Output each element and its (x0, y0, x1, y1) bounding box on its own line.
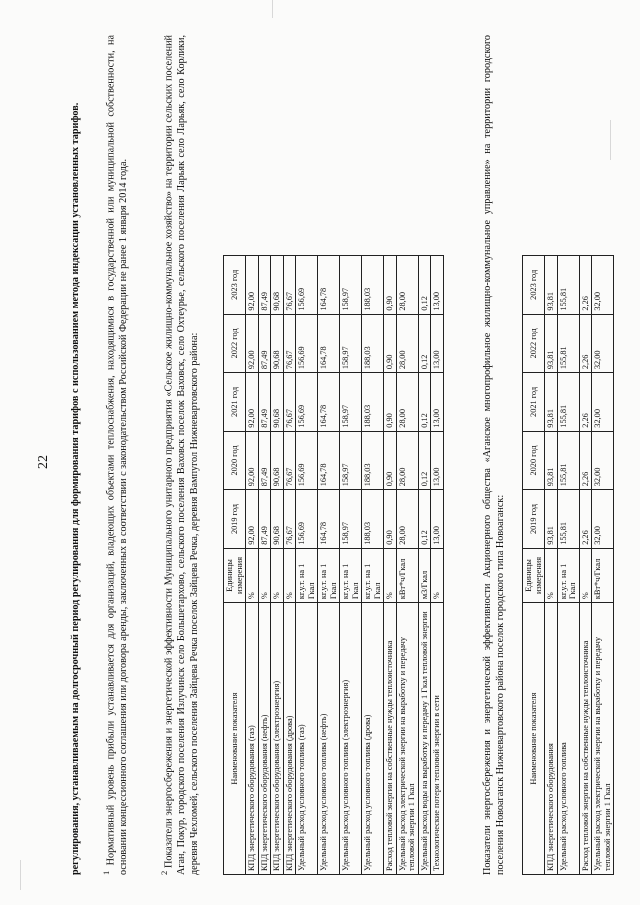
unit-cell: % (283, 548, 296, 602)
value-cell: 32,00 (592, 490, 614, 549)
value-cell: 92,00 (246, 373, 259, 432)
value-cell: 76,67 (283, 373, 296, 432)
value-cell: 92,00 (246, 490, 259, 549)
value-cell: 158,97 (340, 314, 362, 373)
unit-cell: кВт*ч/Гкал (396, 548, 418, 602)
value-cell: 32,00 (592, 373, 614, 432)
value-cell: 188,03 (362, 314, 384, 373)
col-header: 2019 год (523, 490, 545, 549)
table-row (545, 256, 558, 875)
table-row (340, 256, 362, 875)
value-cell: 164,78 (318, 490, 340, 549)
indicator-name-cell: Удельный расход условного топлива (электроэнергия) (340, 603, 362, 875)
value-cell: 32,00 (592, 314, 614, 373)
value-cell: 188,03 (362, 256, 384, 315)
value-cell: 2,26 (579, 431, 592, 490)
value-cell: 188,03 (362, 431, 384, 490)
value-cell: 156,69 (296, 314, 318, 373)
col-header: Единицы измерения (224, 548, 246, 602)
value-cell: 87,49 (258, 314, 271, 373)
table-row (579, 256, 592, 875)
value-cell: 28,00 (396, 256, 418, 315)
indicator-name-cell: КПД энергетического оборудования (нефть) (258, 603, 271, 875)
value-cell: 90,68 (271, 314, 284, 373)
value-cell: 87,49 (258, 373, 271, 432)
indicator-name-cell: Удельный расход условного топлива (газ) (296, 603, 318, 875)
value-cell: 158,97 (340, 490, 362, 549)
value-cell: 93,81 (545, 256, 558, 315)
value-cell: 87,49 (258, 256, 271, 315)
value-cell: 90,68 (271, 490, 284, 549)
value-cell: 164,78 (318, 373, 340, 432)
value-cell: 92,00 (246, 256, 259, 315)
table-row (246, 256, 259, 875)
value-cell: 93,81 (545, 431, 558, 490)
value-cell: 93,81 (545, 373, 558, 432)
value-cell: 0,12 (418, 490, 431, 549)
footnote-2-marker: 2 (159, 870, 169, 875)
value-cell: 155,81 (557, 256, 579, 315)
col-header: 2021 год (523, 373, 545, 432)
footnote-1-text: Нормативный уровень прибыли устанавливается для организаций, владеющих объектами теплоснабжения, находящимися в государственной или муниципальной собственности, на основании концессионного соглашения или договора аренды, заключенных в соответствии с законодательством Российской Федерации не ранее 1 января 2014 года. (105, 35, 129, 875)
unit-cell: % (258, 548, 271, 602)
indicator-name-cell: КПД энергетического оборудования (электроэнергия) (271, 603, 284, 875)
value-cell: 155,81 (557, 373, 579, 432)
indicators-table-1 (223, 255, 444, 875)
value-cell: 156,69 (296, 256, 318, 315)
indicator-name-cell: Удельный расход воды на выработку и передачу 1 Гкал тепловой энергии (418, 603, 431, 875)
value-cell: 90,68 (271, 256, 284, 315)
indicator-name-cell: Технологические потери тепловой энергии в сети (431, 603, 444, 875)
unit-cell: м3/Гкал (418, 548, 431, 602)
indicator-name-cell: Удельный расход условного топлива (дрова) (362, 603, 384, 875)
unit-cell: кг.у.т. на 1 Гкал (362, 548, 384, 602)
col-header: 2023 год (523, 256, 545, 315)
table-row (431, 256, 444, 875)
unit-cell: % (271, 548, 284, 602)
value-cell: 76,67 (283, 256, 296, 315)
value-cell: 2,26 (579, 373, 592, 432)
value-cell: 2,26 (579, 490, 592, 549)
table-row (592, 256, 614, 875)
indicator-name-cell: КПД энергетического оборудования (545, 603, 558, 875)
col-header: 2023 год (224, 256, 246, 315)
indicator-name-cell: КПД энергетического оборудования (газ) (246, 603, 259, 875)
table-row (296, 256, 318, 875)
col-header: 2020 год (224, 431, 246, 490)
value-cell: 155,81 (557, 490, 579, 549)
value-cell: 2,26 (579, 256, 592, 315)
col-header: 2019 год (224, 490, 246, 549)
value-cell: 0,12 (418, 373, 431, 432)
footnote-2 (158, 35, 201, 875)
value-cell: 188,03 (362, 490, 384, 549)
value-cell: 28,00 (396, 431, 418, 490)
value-cell: 0,90 (384, 373, 397, 432)
indicator-name-cell: Расход тепловой энергии на собственные нужды теплоисточника (384, 603, 397, 875)
indicator-name-cell: Удельный расход электрической энергии на выработку и передачу тепловой энергии 1 Гкал (396, 603, 418, 875)
unit-cell: кг.у.т. на 1 Гкал (318, 548, 340, 602)
value-cell: 28,00 (396, 490, 418, 549)
table-row (362, 256, 384, 875)
value-cell: 13,00 (431, 490, 444, 549)
value-cell: 0,90 (384, 431, 397, 490)
table-row (271, 256, 284, 875)
col-header: Наименование показателя (523, 603, 545, 875)
value-cell: 76,67 (283, 431, 296, 490)
value-cell: 156,69 (296, 490, 318, 549)
col-header: 2022 год (523, 314, 545, 373)
value-cell: 156,69 (296, 373, 318, 432)
value-cell: 13,00 (431, 431, 444, 490)
col-header: Единицы измерения (523, 548, 545, 602)
value-cell: 32,00 (592, 431, 614, 490)
indicator-name-cell: Удельный расход электрической энергии на выработку и передачу тепловой энергии 1 Гкал (592, 603, 614, 875)
paragraph-3: Показатели энергосбережения и энергетической эффективности Акционерного общества «Аганское многопрофильное жилищно-коммунальное управление» на территории городского поселения Новоаганск Нижневартовского района поселок городского типа Новоаганск: (482, 35, 506, 875)
value-cell: 92,00 (246, 314, 259, 373)
intro-paragraph (70, 35, 83, 875)
value-cell: 0,12 (418, 431, 431, 490)
value-cell: 155,81 (557, 314, 579, 373)
value-cell: 13,00 (431, 314, 444, 373)
unit-cell: % (246, 548, 259, 602)
value-cell: 0,90 (384, 490, 397, 549)
value-cell: 90,68 (271, 431, 284, 490)
value-cell: 0,90 (384, 256, 397, 315)
value-cell: 93,81 (545, 314, 558, 373)
footnote-2-text: Показатели энергосбережения и энергетической эффективности Муниципального унитарного предприятия «Сельское жилищно-коммунальное хозяйство» на территории сельских поселений Аган, Покур, городского поселения Излучинск село Большетархово, сельского поселения Ваховск поселок Ваховск, село Охтеурье, сельского поселения Ларьяк село Ларьяк, село Корлики, деревня Чехломей, сельского поселения Зайцева Речка поселок Зайцева Речка, деревня Вампугол Нижневартовского района: (163, 35, 200, 875)
value-cell: 93,81 (545, 490, 558, 549)
table-row (396, 256, 418, 875)
value-cell: 164,78 (318, 431, 340, 490)
table-row (283, 256, 296, 875)
indicator-name-cell: Расход тепловой энергии на собственные нужды теплоисточника (579, 603, 592, 875)
unit-cell: кг.у.т. на 1 Гкал (296, 548, 318, 602)
value-cell: 158,97 (340, 373, 362, 432)
unit-cell: кВт*ч/Гкал (592, 548, 614, 602)
value-cell: 0,12 (418, 314, 431, 373)
value-cell: 158,97 (340, 431, 362, 490)
value-cell: 76,67 (283, 490, 296, 549)
unit-cell: % (431, 548, 444, 602)
value-cell: 164,78 (318, 314, 340, 373)
unit-cell: кг.у.т. на 1 Гкал (340, 548, 362, 602)
value-cell: 87,49 (258, 431, 271, 490)
indicator-name-cell: КПД энергетического оборудования (дрова) (283, 603, 296, 875)
footnote-1-marker: 1 (101, 870, 111, 875)
indicator-name-cell: Удельный расход условного топлива (нефть) (318, 603, 340, 875)
col-header: 2020 год (523, 431, 545, 490)
unit-cell: кг.у.т. на 1 Гкал (557, 548, 579, 602)
value-cell: 155,81 (557, 431, 579, 490)
table-1-header-row (224, 256, 246, 875)
table-row (258, 256, 271, 875)
footnote-1 (100, 35, 131, 875)
table-row (418, 256, 431, 875)
value-cell: 164,78 (318, 256, 340, 315)
unit-cell: % (545, 548, 558, 602)
value-cell: 90,68 (271, 373, 284, 432)
table-row (557, 256, 579, 875)
value-cell: 92,00 (246, 431, 259, 490)
table-row (384, 256, 397, 875)
table-row (318, 256, 340, 875)
col-header: 2022 год (224, 314, 246, 373)
value-cell: 0,90 (384, 314, 397, 373)
value-cell: 28,00 (396, 314, 418, 373)
value-cell: 13,00 (431, 256, 444, 315)
unit-cell: % (579, 548, 592, 602)
value-cell: 32,00 (592, 256, 614, 315)
value-cell: 87,49 (258, 490, 271, 549)
unit-cell: % (384, 548, 397, 602)
intro-text: регулирования, устанавливаемым на долгосрочный период регулирования для формирования тарифов с использованием метода индексации установленных тарифов. (70, 102, 81, 875)
col-header: Наименование показателя (224, 603, 246, 875)
table-1-body (246, 256, 444, 875)
value-cell: 156,69 (296, 431, 318, 490)
value-cell: 76,67 (283, 314, 296, 373)
page-number: 22 (36, 455, 51, 469)
indicators-table-2 (522, 255, 614, 875)
value-cell: 158,97 (340, 256, 362, 315)
indicator-name-cell: Удельный расход условного топлива (557, 603, 579, 875)
value-cell: 13,00 (431, 373, 444, 432)
table-2-header-row (523, 256, 545, 875)
value-cell: 2,26 (579, 314, 592, 373)
table-2-body (545, 256, 614, 875)
col-header: 2021 год (224, 373, 246, 432)
value-cell: 188,03 (362, 373, 384, 432)
value-cell: 0,12 (418, 256, 431, 315)
value-cell: 28,00 (396, 373, 418, 432)
